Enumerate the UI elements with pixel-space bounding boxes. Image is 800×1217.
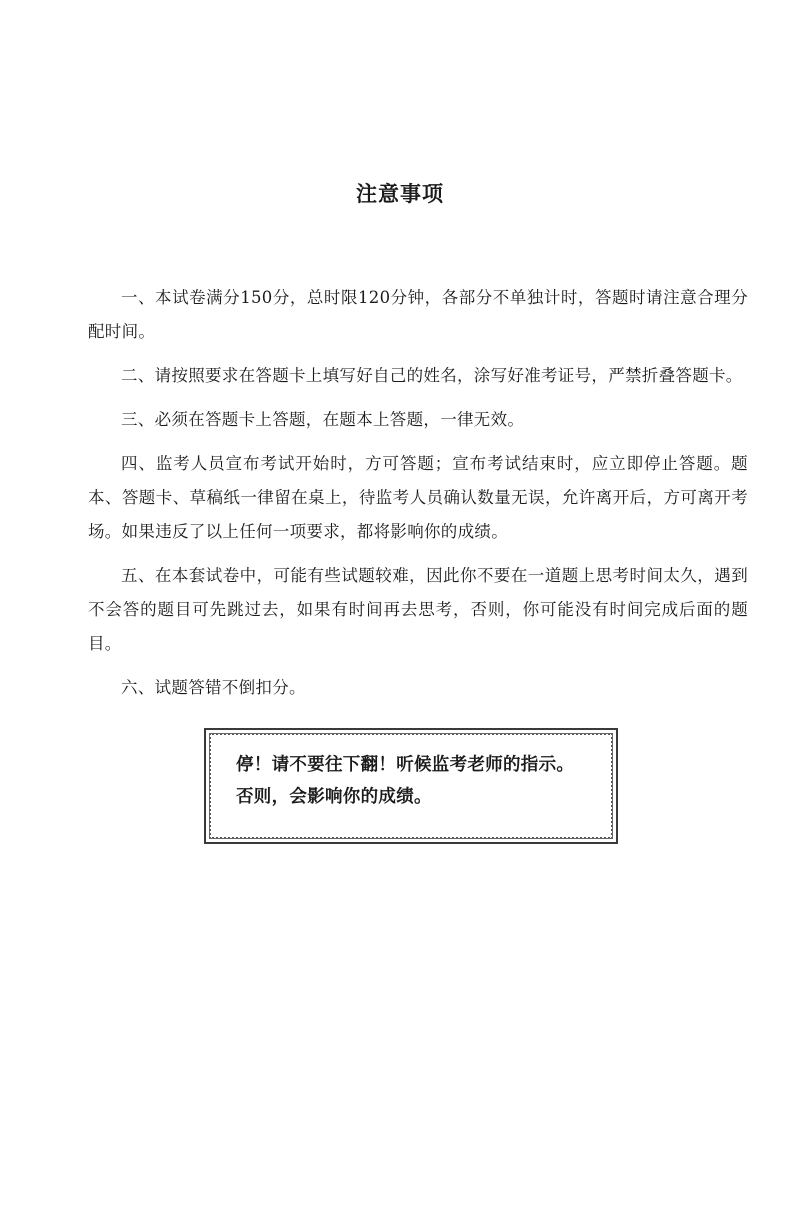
stop-warning-line-2: 否则，会影响你的成绩。 <box>236 787 432 807</box>
notice-item-1: 一、本试卷满分150分，总时限120分钟，各部分不单独计时，答题时请注意合理分配时间。 <box>88 288 748 341</box>
notice-item-5: 五、在本套试卷中，可能有些试题较难，因此你不要在一道题上思考时间太久，遇到不会答的题目可先跳过去，如果有时间再去思考，否则，你可能没有时间完成后面的题目。 <box>88 566 748 653</box>
page-title: 注意事项 <box>356 182 444 206</box>
notice-item-6: 六、试题答错不倒扣分。 <box>121 678 306 697</box>
notice-list <box>88 281 748 715</box>
stop-warning-text <box>236 749 606 813</box>
notice-item-3: 三、必须在答题卡上答题，在题本上答题，一律无效。 <box>121 410 525 429</box>
stop-warning-line-1: 停！请不要往下翻！听候监考老师的指示。 <box>236 755 575 775</box>
stop-warning-box <box>204 728 618 844</box>
notice-item-2: 二、请按照要求在答题卡上填写好自己的姓名，涂写好准考证号，严禁折叠答题卡。 <box>121 366 743 385</box>
notice-item-4: 四、监考人员宣布考试开始时，方可答题；宣布考试结束时，应立即停止答题。题本、答题卡、草稿纸一律留在桌上，待监考人员确认数量无误，允许离开后，方可离开考场。如果违反了以上任何一项要求，都将影响你的成绩。 <box>88 454 748 541</box>
